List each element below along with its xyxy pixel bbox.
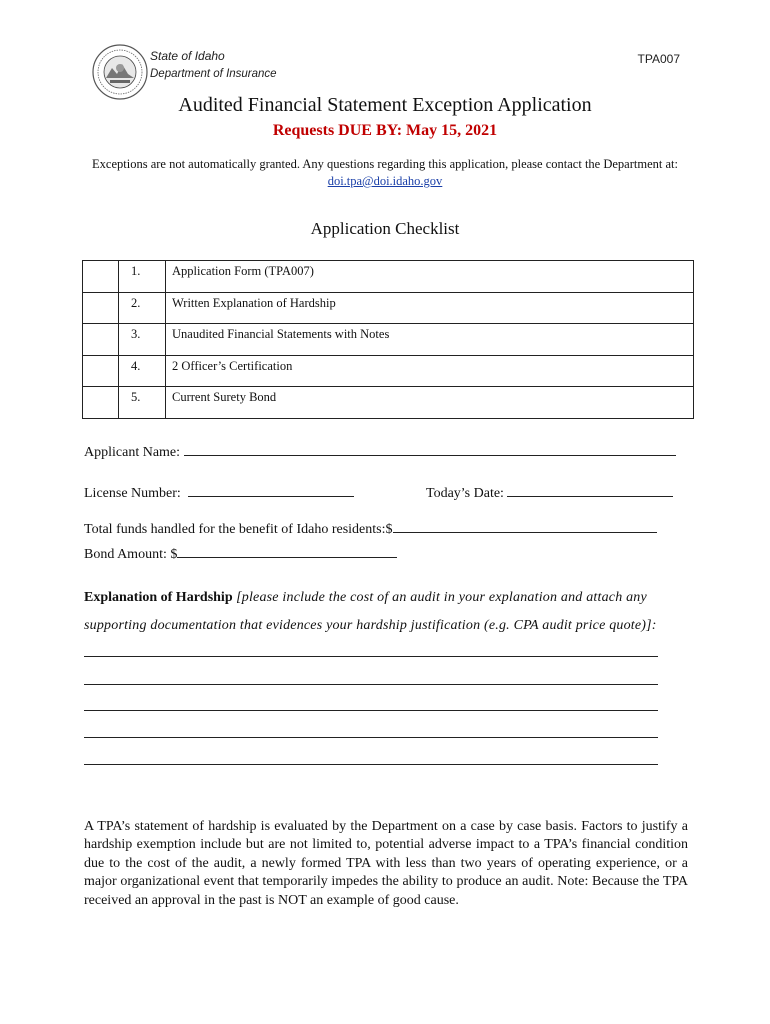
checklist-row bbox=[83, 355, 694, 387]
state-seal-icon bbox=[92, 44, 148, 100]
applicant-name-label: Applicant Name: bbox=[84, 445, 181, 460]
explanation-line[interactable] bbox=[84, 656, 658, 657]
checklist-row bbox=[83, 261, 694, 293]
form-code: TPA007 bbox=[637, 52, 680, 66]
checklist-number: 4. bbox=[119, 355, 166, 387]
todays-date-row bbox=[426, 482, 673, 502]
checklist-row bbox=[83, 292, 694, 324]
checklist-label: 2 Officer’s Certification bbox=[166, 355, 694, 387]
explanation-line[interactable] bbox=[84, 764, 658, 765]
state-name: State of Idaho bbox=[150, 49, 225, 63]
explanation-line[interactable] bbox=[84, 684, 658, 685]
intro-text bbox=[90, 156, 680, 190]
explanation-label: Explanation of Hardship bbox=[84, 590, 233, 605]
checklist-number: 3. bbox=[119, 324, 166, 356]
explanation-prompt bbox=[84, 584, 684, 640]
checklist-checkbox[interactable] bbox=[83, 324, 119, 356]
checklist-number: 2. bbox=[119, 292, 166, 324]
checklist-heading: Application Checklist bbox=[310, 219, 460, 238]
checklist-checkbox[interactable] bbox=[83, 292, 119, 324]
checklist-label: Unaudited Financial Statements with Notes bbox=[166, 324, 694, 356]
intro-sentence: Exceptions are not automatically granted. Any questions regarding this application, please contact the Department at: bbox=[92, 157, 678, 171]
license-number-label: License Number: bbox=[84, 486, 181, 501]
checklist-number: 5. bbox=[119, 387, 166, 419]
total-funds-label: Total funds handled for the benefit of Idaho residents:$ bbox=[84, 522, 393, 537]
checklist-number: 1. bbox=[119, 261, 166, 293]
bond-amount-label: Bond Amount: $ bbox=[84, 547, 178, 562]
todays-date-label: Today’s Date: bbox=[426, 486, 504, 501]
checklist-checkbox[interactable] bbox=[83, 261, 119, 293]
checklist-checkbox[interactable] bbox=[83, 387, 119, 419]
checklist-label: Application Form (TPA007) bbox=[166, 261, 694, 293]
bond-amount-field[interactable] bbox=[177, 543, 397, 558]
checklist-row bbox=[83, 387, 694, 419]
explanation-instruction: [please include the cost of an audit in your explanation and attach any supporting documentation that evidences your hardship justification (e.g. CPA audit price quote)]: bbox=[84, 590, 657, 633]
checklist-label: Written Explanation of Hardship bbox=[166, 292, 694, 324]
total-funds-field[interactable] bbox=[393, 518, 657, 533]
due-notice: Requests DUE BY: May 15, 2021 bbox=[272, 122, 498, 139]
bond-amount-row bbox=[84, 543, 397, 563]
checklist-row bbox=[83, 324, 694, 356]
license-number-field[interactable] bbox=[188, 482, 354, 497]
checklist-label: Current Surety Bond bbox=[166, 387, 694, 419]
department-name: Department of Insurance bbox=[150, 68, 277, 80]
hardship-paragraph: A TPA’s statement of hardship is evaluated by the Department on a case by case basis. Factors to justify a hardship exemption include but are not limited to, potential adverse impact to a TPA’s financial condition due to the cost of the audit, a newly formed TPA with less than two years of operating experience, or a major organizational event that temporarily impedes the ability to produce an audit. Note: Because the TPA received an approval in the past is NOT an example of good cause. bbox=[84, 819, 688, 908]
license-number-row bbox=[84, 482, 354, 502]
explanation-line[interactable] bbox=[84, 710, 658, 711]
page-title: Audited Financial Statement Exception Application bbox=[178, 94, 592, 116]
total-funds-row bbox=[84, 518, 657, 538]
applicant-name-row bbox=[84, 441, 676, 461]
todays-date-field[interactable] bbox=[507, 482, 673, 497]
checklist-checkbox[interactable] bbox=[83, 355, 119, 387]
contact-email-link[interactable]: doi.tpa@doi.idaho.gov bbox=[327, 174, 443, 188]
checklist-table bbox=[82, 260, 694, 419]
applicant-name-field[interactable] bbox=[184, 441, 676, 456]
explanation-line[interactable] bbox=[84, 737, 658, 738]
